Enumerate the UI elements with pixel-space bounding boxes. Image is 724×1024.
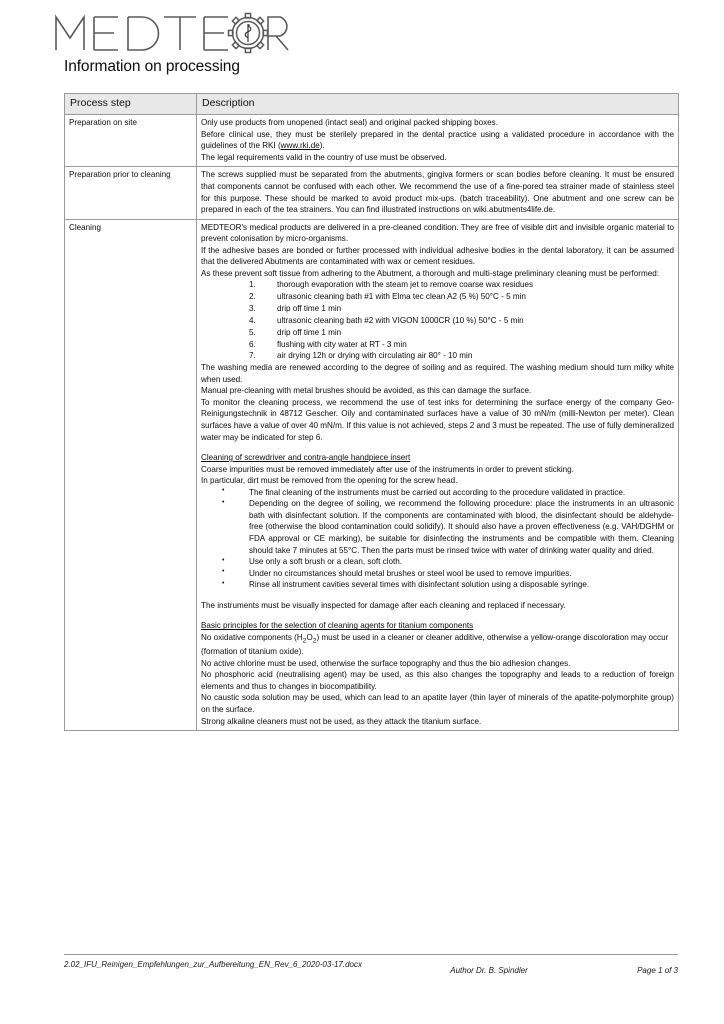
paragraph: No phosphoric acid (neutralising agent) may be used, as this also changes the topography and leads to a reduction of foreign elements and thus to changes in biocompatibility.	[201, 670, 674, 691]
paragraph: To monitor the cleaning process, we recommend the use of test inks for determining the surface energy of the company Geo-Reinigungstechnik in 48712 Gescher. Oily and contaminated surfaces have a value of 30 mN/m (milli-Newton per meter). Clean surfaces have a value of over 40 mN/m. If this value is not achieved, steps 2 and 3 must be repeated. The use of fully demineralized water may be indicated for step 6.	[201, 397, 674, 442]
list-item: ultrasonic cleaning bath #1 with Elma tec clean A2 (5 %) 50°C - 5 min	[277, 292, 526, 302]
list-item: • The final cleaning of the instruments must be carried out according to the procedure validated in practice.	[201, 487, 674, 499]
paragraph: The screws supplied must be separated from the abutments, gingiva formers or scan bodies before cleaning. It must be ensured that components cannot be confused with each other. We recommend the use of a fine-pored tea strainer made of stainless steel for this purpose. These should be marked to avoid product mix-ups. (batch traceability). One abutment and one screw can be prepared in each of the tea strainers. You can find illustrated instructions on wiki.abutments4life.de.	[201, 170, 674, 215]
footer-page-number: Page 1 of 3	[637, 966, 678, 975]
row-step-label: Cleaning	[65, 219, 197, 731]
logo-svg	[52, 12, 292, 54]
list-item: • Rinse all instrument cavities several times with disinfectant solution using a disposable syringe.	[201, 579, 674, 591]
screwdriver-bullet-list	[201, 487, 674, 591]
cleaning-steps-list	[201, 279, 674, 362]
subsection-heading-screwdriver: Cleaning of screwdriver and contra-angle handpiece insert	[201, 453, 411, 463]
formula-suffix: ) must be used in a cleaner or cleaner additive, otherwise a yellow-orange discoloration may occur (formation of titanium oxide).	[201, 632, 669, 657]
table-row	[65, 219, 679, 731]
paragraph: Only use products from unopened (intact seal) and original packed shipping boxes.	[201, 118, 498, 128]
list-item: • Under no circumstances should metal brushes or steel wool be used to remove impurities.	[201, 568, 674, 580]
paragraph: Coarse impurities must be removed immediately after use of the instruments in order to prevent sticking.	[201, 464, 574, 474]
page-title: Information on processing	[64, 58, 240, 75]
paragraph: In particular, dirt must be removed from the opening for the screw head.	[201, 476, 458, 486]
paragraph: Strong alkaline cleaners must not be used, as they attack the titanium surface.	[201, 716, 482, 726]
row-description	[197, 219, 679, 731]
list-item: • Use only a soft brush or a clean, soft cloth.	[201, 556, 674, 568]
formula-mid: O	[306, 632, 313, 642]
paragraph: Manual pre-cleaning with metal brushes should be avoided, as this can damage the surface.	[201, 386, 532, 396]
medteor-logo	[52, 12, 292, 54]
table-row	[65, 167, 679, 219]
list-item: drip off time 1 min	[277, 304, 342, 314]
spacer	[201, 611, 674, 620]
formula-prefix: No oxidative components (H	[201, 632, 303, 642]
spacer	[201, 443, 674, 452]
spacer	[201, 591, 674, 600]
footer-author: Author Dr. B. Spindler	[450, 966, 528, 975]
paragraph: No caustic soda solution may be used, which can lead to an apatite layer (thin layer of minerals of the apatite-polymorphite group) on the surface.	[201, 693, 674, 714]
paragraph: If the adhesive bases are bonded or further processed with individual adhesive bodies in the dental laboratory, it can be assumed that the delivered Abutments are contaminated with wax or cement residues.	[201, 245, 674, 267]
row-step-label: Preparation prior to cleaning	[65, 167, 197, 219]
table-row	[65, 115, 679, 167]
paragraph-chemical-formula	[201, 632, 674, 658]
paragraph-with-link: Before clinical use, they must be sterilely prepared in the dental practice using a validated procedure in accordance with the guidelines of the RKI (www.rki.de).	[201, 129, 674, 151]
list-item: • Depending on the degree of soiling, we recommend the following procedure: place the instruments in an ultrasonic bath with disinfectant solution. If the components are contaminated with blood, the disinfectant should be aldehyde-free (otherwise the blood contamination could solidify). It should also have a proven effectiveness (e.g. VAH/DGHM or FDA approval or CE marking), be suitable for disinfecting the instruments and be compatible with them. Cleaning should take 7 minutes at 55°C. Then the parts must be rinsed twice with water of drinking water quality and dried.	[201, 498, 674, 556]
column-header-process-step: Process step	[65, 94, 197, 115]
formula-sub2: 2	[312, 637, 317, 645]
footer-divider	[64, 954, 678, 955]
column-header-description: Description	[197, 94, 679, 115]
paragraph: No active chlorine must be used, otherwise the surface topography and thus the bio adhesion changes.	[201, 658, 571, 668]
row-step-label: Preparation on site	[65, 115, 197, 167]
subsection-heading-titanium: Basic principles for the selection of cleaning agents for titanium components	[201, 621, 474, 631]
row-description	[197, 115, 679, 167]
row-description	[197, 167, 679, 219]
paragraph: The legal requirements valid in the country of use must be observed.	[201, 152, 447, 162]
table-header-row	[65, 94, 679, 115]
list-item: ultrasonic cleaning bath #2 with VIGON 1000CR (10 %) 50°C - 5 min	[277, 315, 524, 325]
rki-link[interactable]: www.rki.de	[280, 141, 320, 151]
gear-asclepius-icon	[229, 14, 268, 53]
list-item: air drying 12h or drying with circulating air 80° - 10 min	[277, 351, 473, 361]
list-item: flushing with city water at RT - 3 min	[277, 339, 407, 349]
list-item: thorough evaporation with the steam jet to remove coarse wax residues	[277, 280, 533, 290]
list-item: drip off time 1 min	[277, 327, 342, 337]
paragraph: MEDTEOR's medical products are delivered in a pre-cleaned condition. They are free of visible dirt and invisible organic material to prevent colonisation by micro-organisms.	[201, 222, 674, 244]
footer-filename: 2.02_IFU_Reinigen_Empfehlungen_zur_Aufbereitung_EN_Rev_6_2020-03-17.docx	[64, 960, 362, 969]
paragraph: As these prevent soft tissue from adhering to the Abutment, a thorough and multi-stage preliminary cleaning must be performed:	[201, 268, 659, 278]
processing-table	[64, 93, 679, 731]
paragraph: The washing media are renewed according to the degree of soiling and as required. The washing medium should turn milky white when used.	[201, 363, 674, 384]
formula-sub1: 2	[302, 637, 307, 645]
paragraph: The instruments must be visually inspected for damage after each cleaning and replaced if necessary.	[201, 600, 566, 610]
